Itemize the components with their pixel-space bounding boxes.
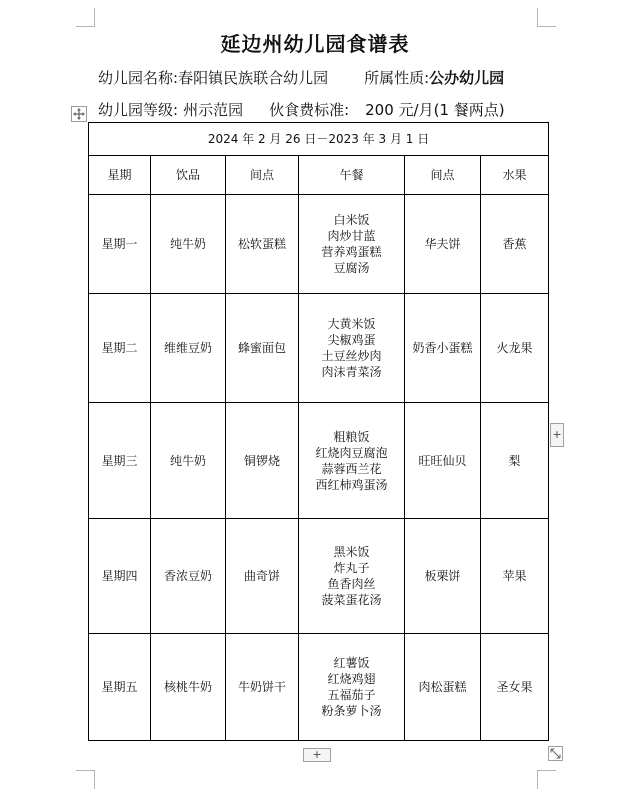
header-lunch: 午餐 [299,156,405,195]
lunch-item: 粉条萝卜汤 [321,704,382,718]
date-range: 2024 年 2 月 26 日－2023 年 3 月 1 日 [89,123,549,156]
lunch-item: 红烧肉豆腐泡 [315,445,388,460]
drink-cell: 香浓豆奶 [151,519,226,634]
lunch-item: 五福茄子 [327,688,376,702]
drink-cell: 纯牛奶 [151,195,226,294]
add-row-button[interactable]: + [303,748,331,762]
snack-1-cell: 曲奇饼 [226,519,299,634]
lunch-cell [299,403,405,519]
snack-1-cell: 蜂蜜面包 [226,294,299,403]
fruit-cell: 香蕉 [481,195,549,294]
snack-2-cell: 奶香小蛋糕 [405,294,481,403]
lunch-item: 鱼香肉丝 [327,577,376,591]
lunch-item: 炸丸子 [333,561,370,575]
day-cell: 星期三 [89,403,151,519]
add-column-button[interactable]: + [550,423,564,447]
lunch-item: 西红柿鸡蛋汤 [315,477,388,492]
snack-1-cell: 铜锣烧 [226,403,299,519]
fee-value: 200 元/月(1 餐两点) [365,101,505,119]
header-row [89,156,549,195]
page-corner-mark-top-left [76,8,95,27]
fruit-cell: 梨 [481,403,549,519]
nature-value: 公办幼儿园 [429,69,505,87]
drink-cell: 维维豆奶 [151,294,226,403]
grade-label: 幼儿园等级: [98,101,179,119]
header-snack-2: 间点 [405,156,481,195]
lunch-item: 土豆丝炒肉 [321,349,382,363]
table-row [89,195,549,294]
lunch-item: 红薯饭 [333,656,370,670]
fee-label: 伙食费标准: [269,101,350,119]
date-range-row [89,123,549,156]
info-line-name [98,67,504,88]
snack-1-cell: 牛奶饼干 [226,634,299,741]
menu-table [88,122,549,741]
grade-value: 州示范园 [183,101,244,119]
drink-cell: 核桃牛奶 [151,634,226,741]
page-corner-mark-top-right [537,8,556,27]
lunch-cell [299,294,405,403]
kindergarten-name-label: 幼儿园名称: [98,69,179,87]
day-cell: 星期四 [89,519,151,634]
fruit-cell: 圣女果 [481,634,549,741]
snack-1-cell: 松软蛋糕 [226,195,299,294]
day-cell: 星期五 [89,634,151,741]
lunch-cell [299,195,405,294]
lunch-cell [299,634,405,741]
header-day: 星期 [89,156,151,195]
day-cell: 星期一 [89,195,151,294]
lunch-item: 红烧鸡翅 [327,672,376,686]
header-snack-1: 间点 [226,156,299,195]
header-drink: 饮品 [151,156,226,195]
lunch-item: 黑米饭 [333,545,370,559]
lunch-item: 营养鸡蛋糕 [321,245,382,259]
lunch-item: 菠菜蛋花汤 [321,593,382,607]
page-corner-mark-bottom-left [76,770,95,789]
nature-label: 所属性质: [364,69,430,87]
snack-2-cell: 板栗饼 [405,519,481,634]
table-move-icon[interactable] [71,106,87,122]
snack-2-cell: 肉松蛋糕 [405,634,481,741]
table-row [89,634,549,741]
table-resize-icon[interactable] [548,746,563,761]
lunch-item: 蒜蓉西兰花 [321,461,382,476]
table-row [89,519,549,634]
info-line-grade [98,99,505,120]
header-fruit: 水果 [481,156,549,195]
lunch-item: 大黄米饭 [327,317,376,331]
day-cell: 星期二 [89,294,151,403]
lunch-item: 肉沫青菜汤 [321,365,382,379]
lunch-item: 粗粮饭 [333,429,370,444]
lunch-item: 尖椒鸡蛋 [327,333,376,347]
table-row [89,294,549,403]
snack-2-cell: 旺旺仙贝 [405,403,481,519]
kindergarten-name: 春阳镇民族联合幼儿园 [178,69,329,87]
drink-cell: 纯牛奶 [151,403,226,519]
lunch-cell [299,519,405,634]
lunch-item: 豆腐汤 [333,261,370,275]
snack-2-cell: 华夫饼 [405,195,481,294]
page-title: 延边州幼儿园食谱表 [220,32,410,56]
fruit-cell: 火龙果 [481,294,549,403]
page-corner-mark-bottom-right [537,770,556,789]
lunch-item: 白米饭 [333,213,370,227]
lunch-item: 肉炒甘蓝 [327,229,376,243]
fruit-cell: 苹果 [481,519,549,634]
table-row [89,403,549,519]
